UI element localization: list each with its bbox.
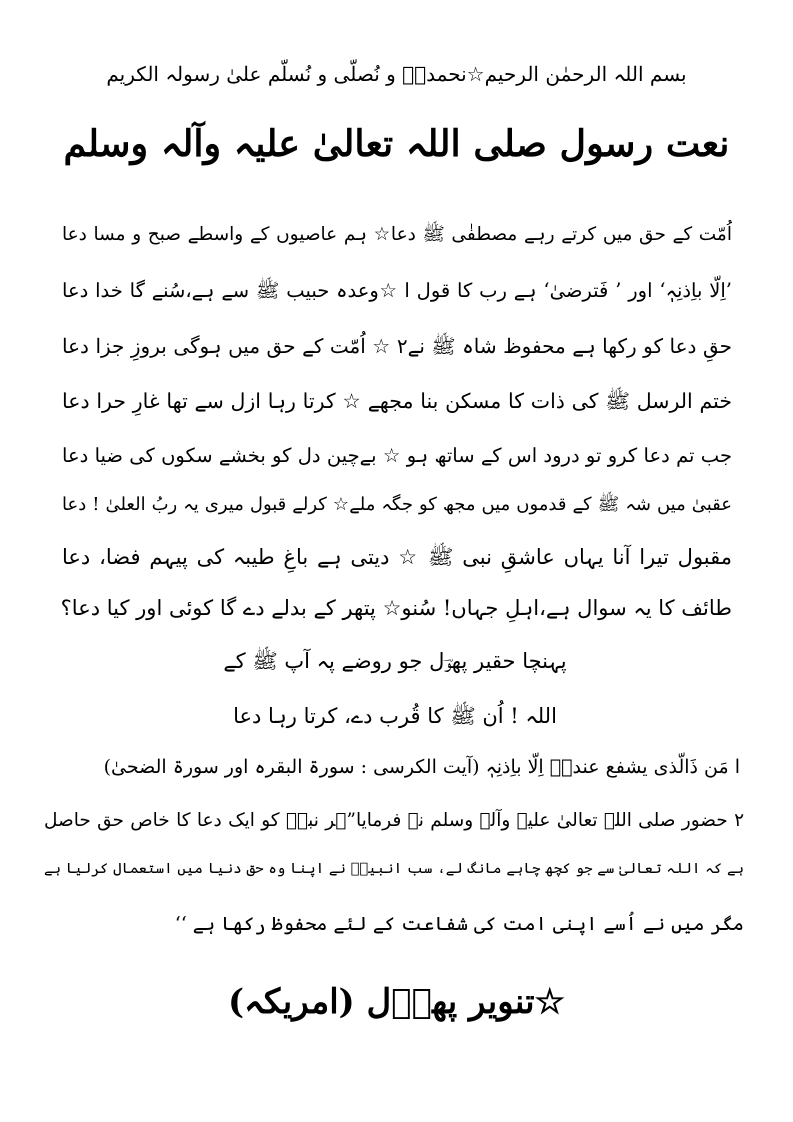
author-signature: ☆تنویر پھوؔل (امریکہ) [227,982,566,1022]
footnote-2-line: ہے کہ اللہ تعالیٰ سے جو کچھ چاہے مانگ لے، سب انبیاؑ نے اپنا وہ حق دنیا میں استعمال کرلیا ہے [44,861,744,877]
page-title: نعت رسول صلی اللہ تعالیٰ علیہ وآلہ وسلم [63,122,730,165]
couplet-line: اللہ ! اُن ﷺ کا قُرب دے، کرتا رہا دعا [233,704,557,728]
footnote-2-line: ۲ حضور صلی اللہ تعالیٰ علیہ وآلہ وسلم نے فرمایا”ہر نبیؑ کو ایک دعا کا خاص حق حاصل [44,810,744,831]
couplet-line: پہنچا حقیر پھوؔل جو روضے پہ آپ ﷺ کے [223,649,567,673]
verse-line: جب تم دعا کرو تو درود اس کے ساتھ ہو ☆ بےچین دل کو بخشے سکوں کی ضیا دعا [62,444,732,467]
verse-line: طائف کا یہ سوال ہے،اہلِ جہاں! سُنو☆ پتھر کے بدلے دے گا کوئی اور کیا دعا؟ [60,596,732,620]
basmala-header: بسم اللہ الرحمٰن الرحیم☆نحمدہٗ و نُصلّی و نُسلّم علیٰ رسولہ الکریم [106,62,687,86]
footnote-1: ا مَن ذَالّذی یشفع عندہٗ اِلّا باِذنِہٖ (آیت الکرسی : سورۃ البقرہ اور سورۃ الضحیٰ) [103,756,740,778]
footnote-2-line: مگر میں نے اُسے اپنی امت کی شفاعت کے لئے محفوظ رکھا ہے ‘‘ [174,913,744,935]
verse-line: عقبیٰ میں شہ ﷺ کے قدموں میں مجھ کو جگہ ملے☆ کرلے قبول میری یہ ربُ العلیٰ ! دعا [62,494,732,515]
verse-line: ’اِلّا باِذنِہٖ‘ اور ’ فَترضیٰ‘ ہے رب کا قول ا ☆وعدہ حبیب ﷺ سے ہے،سُنے گا خدا دعا [62,279,732,302]
verse-line: ختم الرسل ﷺ کی ذات کا مسکن بنا مجھے ☆ کرتا رہا ازل سے تھا غارِ حرا دعا [62,389,732,413]
verse-line: حقِ دعا کو رکھا ہے محفوظ شاہ ﷺ نے۲ ☆ اُمّت کے حق میں ہوگی بروزِ جزا دعا [62,334,733,358]
verse-line: اُمّت کے حق میں کرتے رہے مصطفٰی ﷺ دعا☆ ہم عاصیوں کے واسطے صبح و مسا دعا [62,224,732,245]
verse-line: مقبول تیرا آنا یہاں عاشقِ نبی ﷺ ☆ دیتی ہے باغِ طیبہ کی پیہم فضا، دعا [62,545,732,569]
